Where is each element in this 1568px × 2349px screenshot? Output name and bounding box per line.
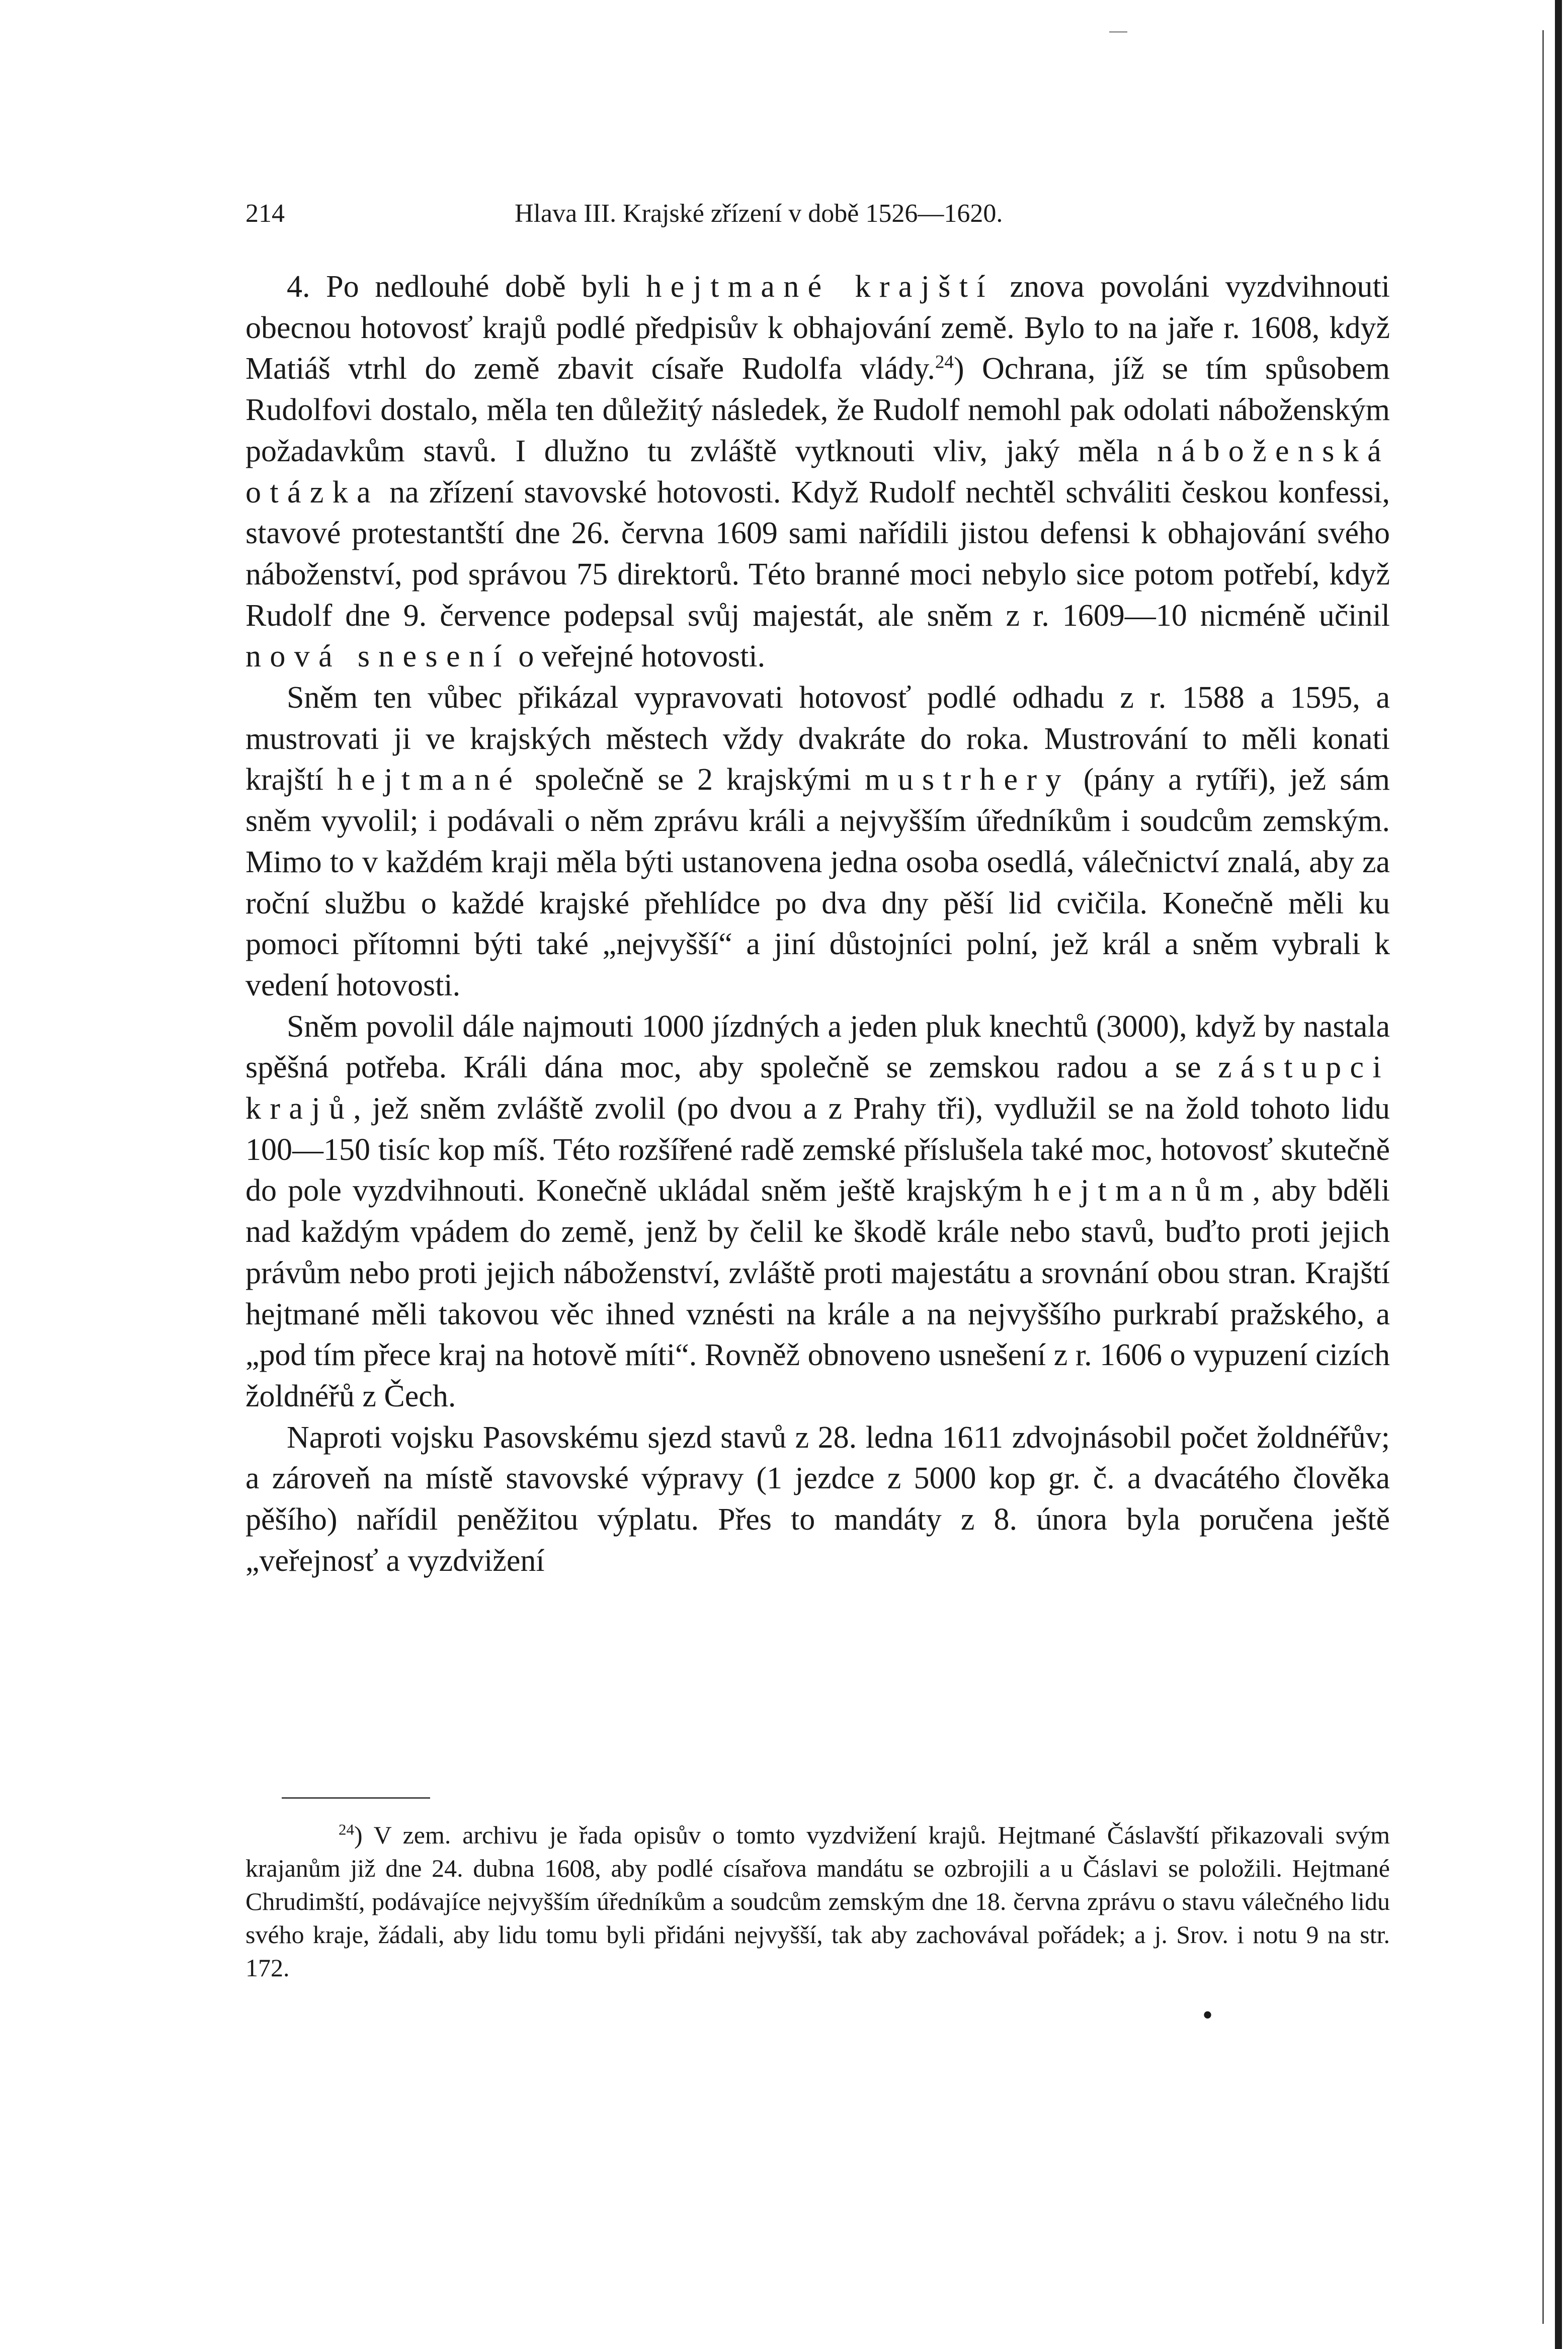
footnote-number: 24 bbox=[339, 1820, 354, 1838]
text-run: (pány a rytíři), jež sám sněm vyvolil; i podávali o něm zprávu králi a nejvyšším úředníkům i soudcům zemským. Mimo to v každém kraji měla býti ustanovena jedna osoba osedlá, válečnictví znalá, aby za roční službu o každé krajské přehlídce po dva dny pěší lid cvičila. Konečně měli ku pomoci přítomni býti také „nejvyšší“ a jiní důstojníci polní, jež král a sněm vybrali k vedení hotovosti. bbox=[245, 763, 1390, 1002]
paragraph-4 bbox=[245, 1417, 1390, 1582]
scan-edge-line bbox=[1542, 30, 1544, 2324]
emphasis-run: hejtmanům bbox=[1033, 1173, 1253, 1208]
text-run: , jež sněm zvláště zvolil (po dvou a z Prahy tři), vydlužil se na žold tohoto lidu 100—150 tisíc kop míš. Této rozšířené radě zemské příslušela také moc, hotovosť skutečně do pole vyzdvihnouti. Konečně ukládal sněm ještě krajským bbox=[245, 1092, 1390, 1208]
running-title: Hlava III. Krajské zřízení v době 1526—1620. bbox=[515, 199, 1003, 228]
text-run: , aby bděli nad každým vpádem do země, jenž by čelil ke škodě krále nebo stavů, buďto proti jejich právům nebo proti jejich náboženství, zvláště proti majestátu a srovnání obou stran. Krajští hejtmané měli takovou věc ihned vznésti na krále a na nejvyššího purkrabí pražského, a „pod tím přece kraj na hotově míti“. Rovněž obnoveno usnešení z r. 1606 o vypuzení cizích žoldnéřů z Čech. bbox=[245, 1173, 1390, 1413]
text-run: na zřízení stavovské hotovosti. Když Rudolf nechtěl schváliti českou konfessi, stavové protestantští dne 26. června 1609 sami nařídili jistou defensi k obhajování svého náboženství, pod správou 75 direktorů. Této branné moci nebylo sice potom potřebí, když Rudolf dne 9. července podepsal svůj majestát, ale sněm z r. 1609—10 nicméně učinil bbox=[245, 475, 1390, 633]
main-text bbox=[245, 267, 1390, 1582]
emphasis-run: náboženská otázka bbox=[245, 434, 1390, 510]
text-run: ) Ochrana, jíž se tím spůsobem Rudolfovi dostalo, měla ten důležitý následek, že Rudolf nemohl pak odolati náboženským požadavkům stavů. I dlužno tu zvláště vytknouti vliv, jaký měla bbox=[245, 352, 1390, 468]
footnote bbox=[245, 1818, 1390, 1984]
text-run: Sněm povolil dále najmouti 1000 jízdných a jeden pluk knechtů (3000), když by nastala spěšná potřeba. Králi dána moc, aby společně se zemskou radou a se bbox=[245, 1009, 1390, 1085]
scan-speck bbox=[1109, 31, 1127, 33]
emphasis-run: nová snesení bbox=[245, 639, 511, 674]
text-run: znova povoláni vyzdvihnouti obecnou hotovosť krajů podlé předpisův k obhajování země. Bylo to na jaře r. 1608, když Matiáš vtrhl do země zbavit císaře Rudolfa vlády. bbox=[245, 270, 1390, 386]
page-header bbox=[245, 199, 1390, 234]
footnote-text: ) V zem. archivu je řada opisův o tomto vyzdvižení krajů. Hejtmané Čáslavští přikazovali svým krajanům již dne 24. dubna 1608, aby podlé císařova mandátu se ozbrojili a u Čáslavi se položili. Hejtmané Chrudimští, podávajíce nejvyšším úředníkům a soudcům zemským dne 18. června zprávu o stavu válečného lidu svého kraje, žádali, aby lidu tomu byli přidáni nejvyšší, tak aby zachovával pořádek; a j. Srov. i notu 9 na str. 172. bbox=[245, 1821, 1390, 1982]
text-run: Naproti vojsku Pasovskému sjezd stavů z 28. ledna 1611 zdvojnásobil počet žoldnéřův; a zároveň na místě stavovské výpravy (1 jezdce z 5000 kop gr. č. a dvacátého člověka pěšího) nařídil peněžitou výplatu. Přes to mandáty z 8. února byla poručena ještě „veřejnosť a vyzdvižení bbox=[245, 1420, 1390, 1578]
text-run: o veřejné hotovosti. bbox=[510, 639, 766, 674]
text-run: 4. Po nedlouhé době byli bbox=[287, 270, 646, 304]
footnote-paragraph bbox=[245, 1818, 1390, 1984]
paragraph-3 bbox=[245, 1006, 1390, 1417]
text-run: Sněm ten vůbec přikázal vypravovati hotovosť podlé odhadu z r. 1588 a 1595, a mustrovati ji ve krajských městech vždy dvakráte do roka. Mustrování to měli konati krajští bbox=[245, 681, 1390, 797]
text-run: společně se 2 krajskými bbox=[521, 763, 865, 797]
stray-mark: • bbox=[1202, 1998, 1213, 2032]
paragraph-1 bbox=[245, 267, 1390, 678]
emphasis-run: mustrhery bbox=[865, 763, 1070, 797]
scan-edge-border bbox=[1555, 0, 1562, 2349]
emphasis-run: hejtmané krajští bbox=[646, 270, 994, 304]
emphasis-run: zástupci krajů bbox=[245, 1050, 1390, 1126]
footnote-reference: 24 bbox=[935, 352, 954, 373]
paragraph-2 bbox=[245, 678, 1390, 1006]
emphasis-run: hejtmané bbox=[337, 763, 522, 797]
footnote-separator bbox=[282, 1797, 430, 1799]
page-number: 214 bbox=[245, 199, 285, 228]
